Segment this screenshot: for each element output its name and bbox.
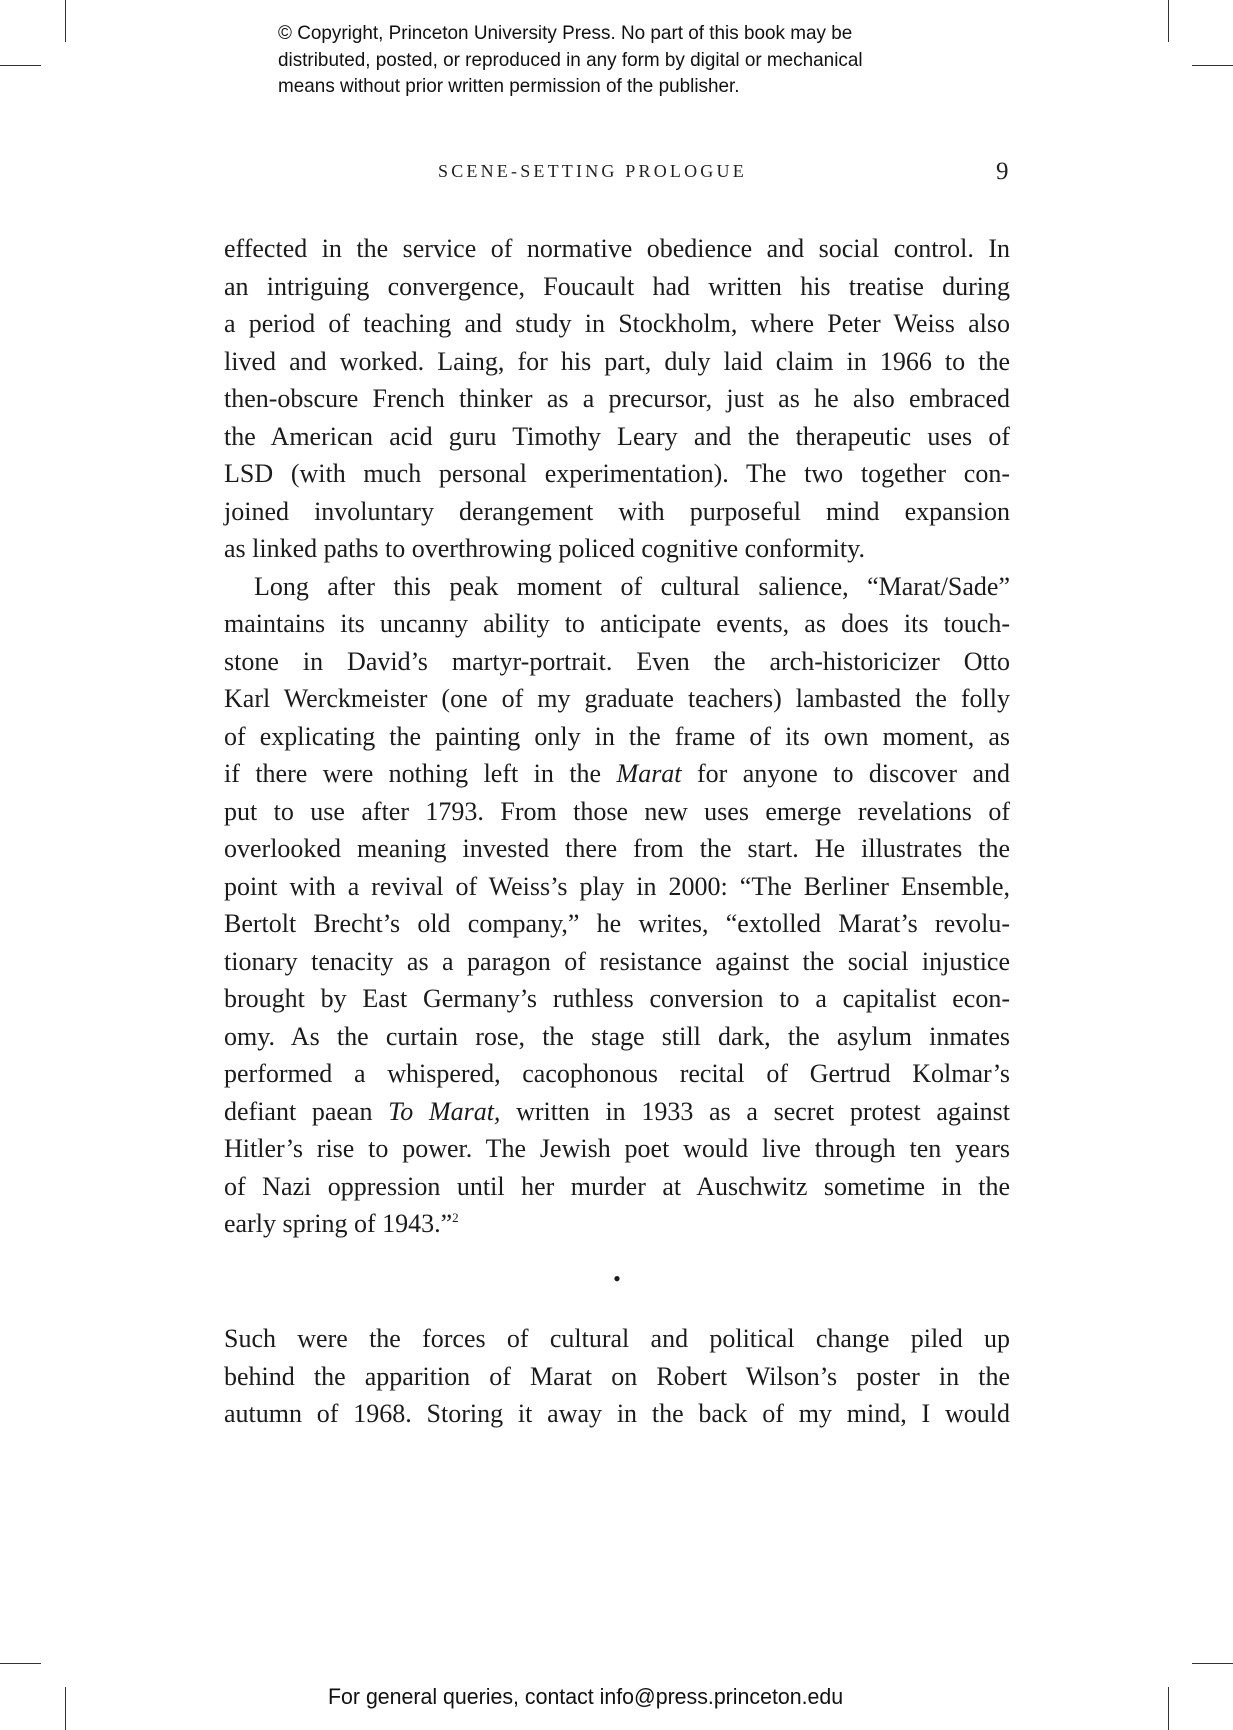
text-run: a period of teaching and study in Stockholm, where Peter Weiss also <box>224 309 1010 338</box>
text-line <box>224 755 1010 793</box>
text-run: Bertolt Brecht’s old company,” he writes, “extolled Marat’s revolu- <box>224 909 1010 938</box>
text-run: brought by East Germany’s ruthless conversion to a capitalist econ- <box>224 984 1010 1013</box>
text-line <box>224 605 1010 643</box>
text-run: maintains its uncanny ability to anticipate events, as does its touch- <box>224 609 1010 638</box>
text-line <box>224 1055 1010 1093</box>
crop-mark <box>0 65 41 66</box>
text-line <box>224 455 1010 493</box>
text-run: for anyone to discover and <box>681 759 1010 788</box>
text-run: lived and worked. Laing, for his part, duly laid claim in 1966 to the <box>224 346 1010 376</box>
paragraph <box>224 1320 1010 1433</box>
text-run: defiant paean <box>224 1096 389 1126</box>
text-run: joined involuntary derangement with purposeful mind expansion <box>224 496 1010 526</box>
crop-mark <box>1192 65 1233 66</box>
crop-mark <box>0 1663 41 1664</box>
crop-mark <box>1192 1663 1233 1664</box>
text-line <box>224 1320 1010 1358</box>
text-run: LSD (with much personal experimentation). The two together con- <box>224 459 1010 488</box>
text-run: performed a whispered, cacophonous recital of Gertrud Kolmar’s <box>224 1059 1010 1088</box>
text-line <box>224 1130 1010 1168</box>
text-run: of explicating the painting only in the frame of its own moment, as <box>224 721 1010 751</box>
paragraph <box>224 230 1010 568</box>
text-line <box>224 1093 1010 1131</box>
text-run: tionary tenacity as a paragon of resistance against the social injustice <box>224 946 1010 976</box>
copyright-line: means without prior written permission of the publisher. <box>278 75 740 97</box>
final-paragraph <box>224 1320 1010 1433</box>
text-run: if there were nothing left in the <box>224 759 617 788</box>
text-line <box>224 943 1010 981</box>
text-line <box>224 793 1010 831</box>
crop-mark <box>1168 0 1169 42</box>
text-run: stone in David’s martyr-portrait. Even the arch-historicizer Otto <box>224 646 1010 676</box>
text-line <box>224 305 1010 343</box>
crop-mark <box>1168 1687 1169 1730</box>
text-run: Hitler’s rise to power. The Jewish poet would live through ten years <box>224 1134 1010 1163</box>
text-line <box>224 493 1010 531</box>
text-line <box>224 1205 1010 1243</box>
text-line <box>224 980 1010 1018</box>
text-line <box>224 1168 1010 1206</box>
footnote-ref[interactable]: 2 <box>452 1210 459 1225</box>
text-line <box>224 1358 1010 1396</box>
text-line <box>224 380 1010 418</box>
text-run: behind the apparition of Marat on Robert Wilson’s poster in the <box>224 1361 1010 1391</box>
text-run: the American acid guru Timothy Leary and the therapeutic uses of <box>224 421 1010 451</box>
body-text <box>224 230 1010 1428</box>
text-run: omy. As the curtain rose, the stage still dark, the asylum inmates <box>224 1021 1010 1051</box>
text-run: Karl Werckmeister (one of my graduate teachers) lambasted the folly <box>224 684 1010 713</box>
running-head: SCENE-SETTING PROLOGUE <box>438 161 747 181</box>
text-line <box>224 418 1010 456</box>
text-line <box>224 530 1010 568</box>
text-line <box>224 868 1010 906</box>
text-line <box>224 230 1010 268</box>
copyright-line: © Copyright, Princeton University Press. No part of this book may be <box>278 22 853 44</box>
text-line <box>224 268 1010 306</box>
text-run: early spring of 1943.” <box>224 1209 453 1238</box>
paragraph <box>224 568 1010 1243</box>
text-run: an intriguing convergence, Foucault had written his treatise during <box>224 271 1010 301</box>
text-line <box>224 643 1010 681</box>
paragraphs <box>224 230 1010 1243</box>
text-line <box>224 1018 1010 1056</box>
text-run: autumn of 1968. Storing it away in the back of my mind, I would <box>224 1399 1010 1428</box>
text-line <box>224 343 1010 381</box>
text-run: point with a revival of Weiss’s play in 2000: “The Berliner Ensemble, <box>224 871 1010 901</box>
text-run: written in 1933 as a secret protest against <box>500 1096 1010 1126</box>
crop-mark <box>65 1687 66 1730</box>
text-run: overlooked meaning invested there from the start. He illustrates the <box>224 834 1010 863</box>
text-run: then-obscure French thinker as a precursor, just as he also embraced <box>224 384 1010 413</box>
copyright-notice <box>278 20 863 100</box>
text-run: Such were the forces of cultural and political change piled up <box>224 1324 1010 1353</box>
section-break: • <box>613 1266 621 1291</box>
text-run: put to use after 1793. From those new uses emerge revelations of <box>224 796 1010 826</box>
italic-text: Marat <box>616 759 682 788</box>
text-run: effected in the service of normative obedience and social control. In <box>224 234 1010 263</box>
text-line <box>224 1395 1010 1433</box>
text-line <box>224 830 1010 868</box>
text-line <box>224 718 1010 756</box>
footer-contact: For general queries, contact info@press.princeton.edu <box>328 1684 844 1709</box>
text-line <box>224 905 1010 943</box>
copyright-line: distributed, posted, or reproduced in any form by digital or mechanical <box>278 48 863 71</box>
text-line <box>224 568 1010 606</box>
page-number: 9 <box>996 158 1009 185</box>
text-run: as linked paths to overthrowing policed cognitive conformity. <box>224 534 865 563</box>
text-line <box>224 680 1010 718</box>
text-run: of Nazi oppression until her murder at Auschwitz sometime in the <box>224 1171 1010 1201</box>
text-run: Long after this peak moment of cultural salience, “Marat/Sade” <box>254 571 1010 601</box>
italic-text: To Marat, <box>388 1096 501 1126</box>
crop-mark <box>65 0 66 42</box>
